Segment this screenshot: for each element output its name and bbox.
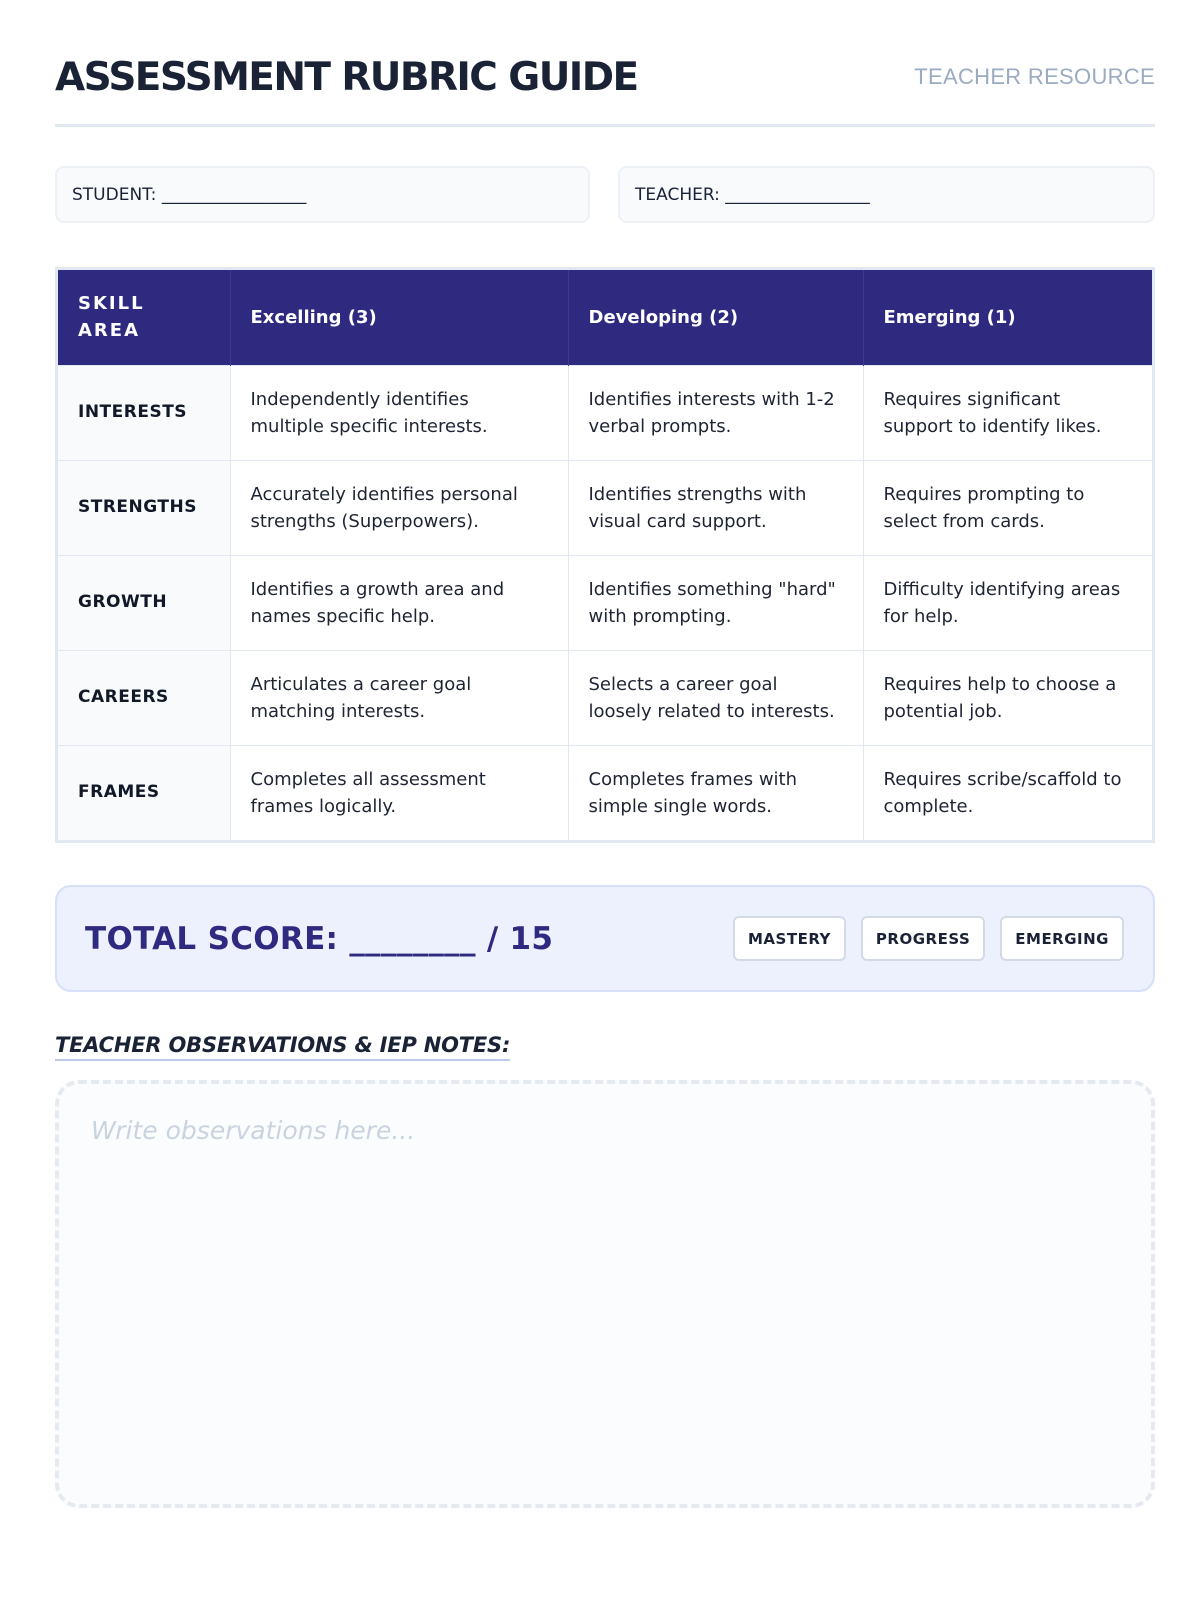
header-emerging: Emerging (1) xyxy=(863,270,1152,365)
table-row xyxy=(58,365,1152,460)
progress-badge[interactable]: PROGRESS xyxy=(861,916,985,961)
observations-placeholder: Write observations here... xyxy=(91,1116,416,1145)
excelling-cell: Accurately identifies personal strengths (Superpowers). xyxy=(230,460,568,555)
total-score-box xyxy=(55,885,1155,992)
header-skill-line1: SKILL xyxy=(78,293,145,315)
emerging-cell: Requires significant support to identify likes. xyxy=(863,365,1152,460)
emerging-cell: Requires scribe/scaffold to complete. xyxy=(863,745,1152,840)
developing-cell: Identifies something "hard" with prompting. xyxy=(568,555,863,650)
resource-label: TEACHER RESOURCE xyxy=(914,64,1155,89)
observations-heading: TEACHER OBSERVATIONS & IEP NOTES: xyxy=(55,1033,510,1061)
total-score-label[interactable]: TOTAL SCORE: ________ / 15 xyxy=(85,920,554,957)
table-row xyxy=(58,650,1152,745)
page-title: ASSESSMENT RUBRIC GUIDE xyxy=(55,55,638,100)
developing-cell: Completes frames with simple single words. xyxy=(568,745,863,840)
emerging-cell: Difficulty identifying areas for help. xyxy=(863,555,1152,650)
excelling-cell: Identifies a growth area and names specific help. xyxy=(230,555,568,650)
header-developing: Developing (2) xyxy=(568,270,863,365)
emerging-badge[interactable]: EMERGING xyxy=(1000,916,1124,961)
developing-cell: Selects a career goal loosely related to interests. xyxy=(568,650,863,745)
page-header xyxy=(55,52,1155,127)
excelling-cell: Articulates a career goal matching interests. xyxy=(230,650,568,745)
emerging-cell: Requires help to choose a potential job. xyxy=(863,650,1152,745)
student-name-field[interactable]: STUDENT: _________________ xyxy=(55,166,590,223)
excelling-cell: Independently identifies multiple specific interests. xyxy=(230,365,568,460)
table-row xyxy=(58,555,1152,650)
skill-area-cell: FRAMES xyxy=(58,745,230,840)
rubric-table xyxy=(55,267,1155,843)
observations-textarea[interactable] xyxy=(55,1080,1155,1508)
table-row xyxy=(58,745,1152,840)
table-header-row xyxy=(58,270,1152,365)
skill-area-cell: STRENGTHS xyxy=(58,460,230,555)
mastery-badge[interactable]: MASTERY xyxy=(733,916,846,961)
skill-area-cell: CAREERS xyxy=(58,650,230,745)
developing-cell: Identifies interests with 1-2 verbal prompts. xyxy=(568,365,863,460)
header-skill-line2: AREA xyxy=(78,320,141,342)
excelling-cell: Completes all assessment frames logically. xyxy=(230,745,568,840)
teacher-name-field[interactable]: TEACHER: _________________ xyxy=(618,166,1155,223)
score-level-badges xyxy=(733,916,1124,961)
skill-area-cell: GROWTH xyxy=(58,555,230,650)
header-skill-area xyxy=(58,270,230,365)
header-excelling: Excelling (3) xyxy=(230,270,568,365)
developing-cell: Identifies strengths with visual card support. xyxy=(568,460,863,555)
table-row xyxy=(58,460,1152,555)
emerging-cell: Requires prompting to select from cards. xyxy=(863,460,1152,555)
skill-area-cell: INTERESTS xyxy=(58,365,230,460)
